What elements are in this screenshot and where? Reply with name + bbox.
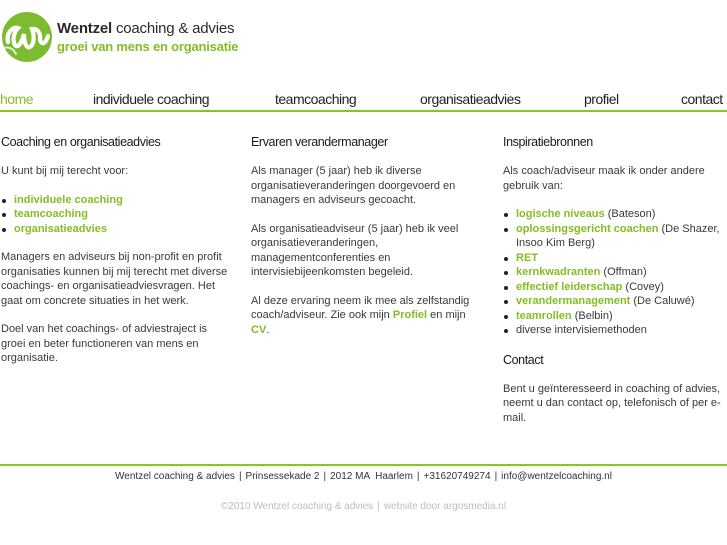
link-cv[interactable]: CV [251, 323, 267, 336]
item-text-intervisiemethoden: diverse intervisiemethoden [516, 324, 647, 336]
list-item [503, 323, 727, 338]
adviseur-paragraph: Als organisatieadviseur (5 jaar) heb ik veel organisatieveranderingen, managementconferenties en intervisiebijeenkomsten begeleid. [251, 222, 459, 278]
services-intro: U kunt bij mij terecht voor: [1, 165, 129, 177]
section-title-coaching: Coaching en organisatieadvies [1, 135, 161, 149]
list-item [1, 222, 233, 237]
inspiration-intro: Als coach/adviseur maak ik onder andere gebruik van: [503, 165, 705, 192]
section-title-verandermanager: Ervaren verandermanager [251, 135, 388, 149]
copyright-text: ©2010 Wentzel coaching & advies [220, 501, 374, 512]
contact-paragraph: Bent u geïnteresseerd in coaching of advies, neemt u dan contact op, telefonisch of per e-mail. [503, 382, 721, 424]
footer-separator: | [494, 471, 498, 482]
nav-profiel[interactable]: profiel [584, 91, 619, 107]
footer-address: Prinsessekade 2 [245, 471, 320, 482]
nav-individuele-coaching[interactable]: individuele coaching [93, 91, 210, 107]
section-title-inspiratiebronnen: Inspiratiebronnen [503, 135, 593, 149]
list-item [1, 207, 233, 222]
nav-organisatieadvies[interactable]: organisatieadvies [420, 91, 521, 107]
coaching-paragraph-1: Managers en adviseurs bij non-profit en profit organisaties kunnen bij mij terecht met diverse coachings- en organisatieadviesvragen. Het gaat om concrete situaties in het werk. [1, 251, 228, 307]
nav-contact[interactable]: contact [681, 91, 723, 107]
list-item [503, 251, 727, 266]
link-teamrollen[interactable]: teamrollen [516, 309, 572, 322]
item-source: (De Caluwé) [630, 295, 695, 307]
footer-separator: | [416, 471, 420, 482]
link-effectief-leiderschap[interactable]: effectief leiderschap [516, 280, 623, 293]
link-oplossingsgericht-coachen[interactable]: oplossingsgericht coachen [516, 222, 659, 235]
column-coaching [1, 134, 233, 380]
list-item [503, 222, 727, 251]
experience-paragraph [251, 294, 473, 338]
column-verandermanager [251, 134, 473, 351]
footer-email-link[interactable]: info@wentzelcoaching.nl [501, 471, 612, 482]
nav-teamcoaching[interactable]: teamcoaching [275, 91, 357, 107]
main-nav [0, 90, 727, 112]
item-source: (Covey) [622, 280, 664, 293]
column-inspiratiebronnen [503, 134, 727, 439]
w-logo-icon[interactable] [2, 12, 52, 62]
link-profiel[interactable]: Profiel [392, 309, 428, 321]
experience-text-end: . [266, 323, 270, 336]
link-individuele-coaching[interactable]: individuele coaching [14, 193, 123, 206]
brand-name-bold: Wentzel [57, 20, 112, 37]
coaching-paragraph-2: Doel van het coachings- of adviestraject is groei en beter functioneren van mens en organisatie. [1, 323, 208, 364]
footer-company: Wentzel coaching & advies [115, 471, 235, 482]
section-title-contact: Contact [503, 352, 544, 367]
link-organisatieadvies[interactable]: organisatieadvies [14, 222, 107, 235]
list-item [503, 207, 727, 222]
item-source: (Bateson) [604, 208, 656, 220]
footer-contact-info [0, 471, 727, 482]
brand-name [57, 20, 234, 37]
website-credit-link[interactable]: website door argosmedia.nl [383, 501, 507, 512]
item-source: (De Shazer, Insoo Kim Berg) [516, 222, 720, 249]
footer-phone: +31620749274 [423, 471, 491, 482]
footer-copyright [0, 501, 727, 512]
manager-paragraph: Als manager (5 jaar) heb ik diverse organisatieveranderingen doorgevoerd en managers en adviseurs gecoacht. [251, 165, 456, 206]
list-item [503, 294, 727, 309]
inspiration-list [503, 207, 727, 338]
link-kernkwadranten[interactable]: kernkwadranten [516, 266, 601, 278]
experience-text: Al deze ervaring neem ik mee als zelfstandig coach/adviseur. Zie ook mijn [251, 294, 470, 321]
list-item [1, 193, 233, 208]
link-logische-niveaus[interactable]: logische niveaus [516, 208, 605, 220]
item-source: (Belbin) [571, 309, 613, 322]
footer-separator: | [377, 501, 380, 512]
footer-city: 2012 MA Haarlem [330, 471, 413, 482]
link-teamcoaching[interactable]: teamcoaching [14, 208, 88, 220]
list-item [503, 280, 727, 295]
services-list [1, 193, 233, 237]
brand-tagline: groei van mens en organisatie [57, 39, 239, 54]
footer-separator: | [323, 471, 327, 482]
list-item [503, 309, 727, 324]
header [0, 0, 727, 80]
footer-divider [0, 464, 727, 466]
nav-home[interactable]: home [0, 91, 34, 107]
brand-name-rest: coaching & advies [112, 20, 235, 37]
list-item [503, 265, 727, 280]
item-source: (Offman) [600, 266, 647, 278]
experience-text-mid: en mijn [427, 309, 466, 321]
link-ret[interactable]: RET [516, 251, 538, 264]
link-verandermanagement[interactable]: verandermanagement [516, 295, 631, 307]
footer-separator: | [238, 471, 242, 482]
